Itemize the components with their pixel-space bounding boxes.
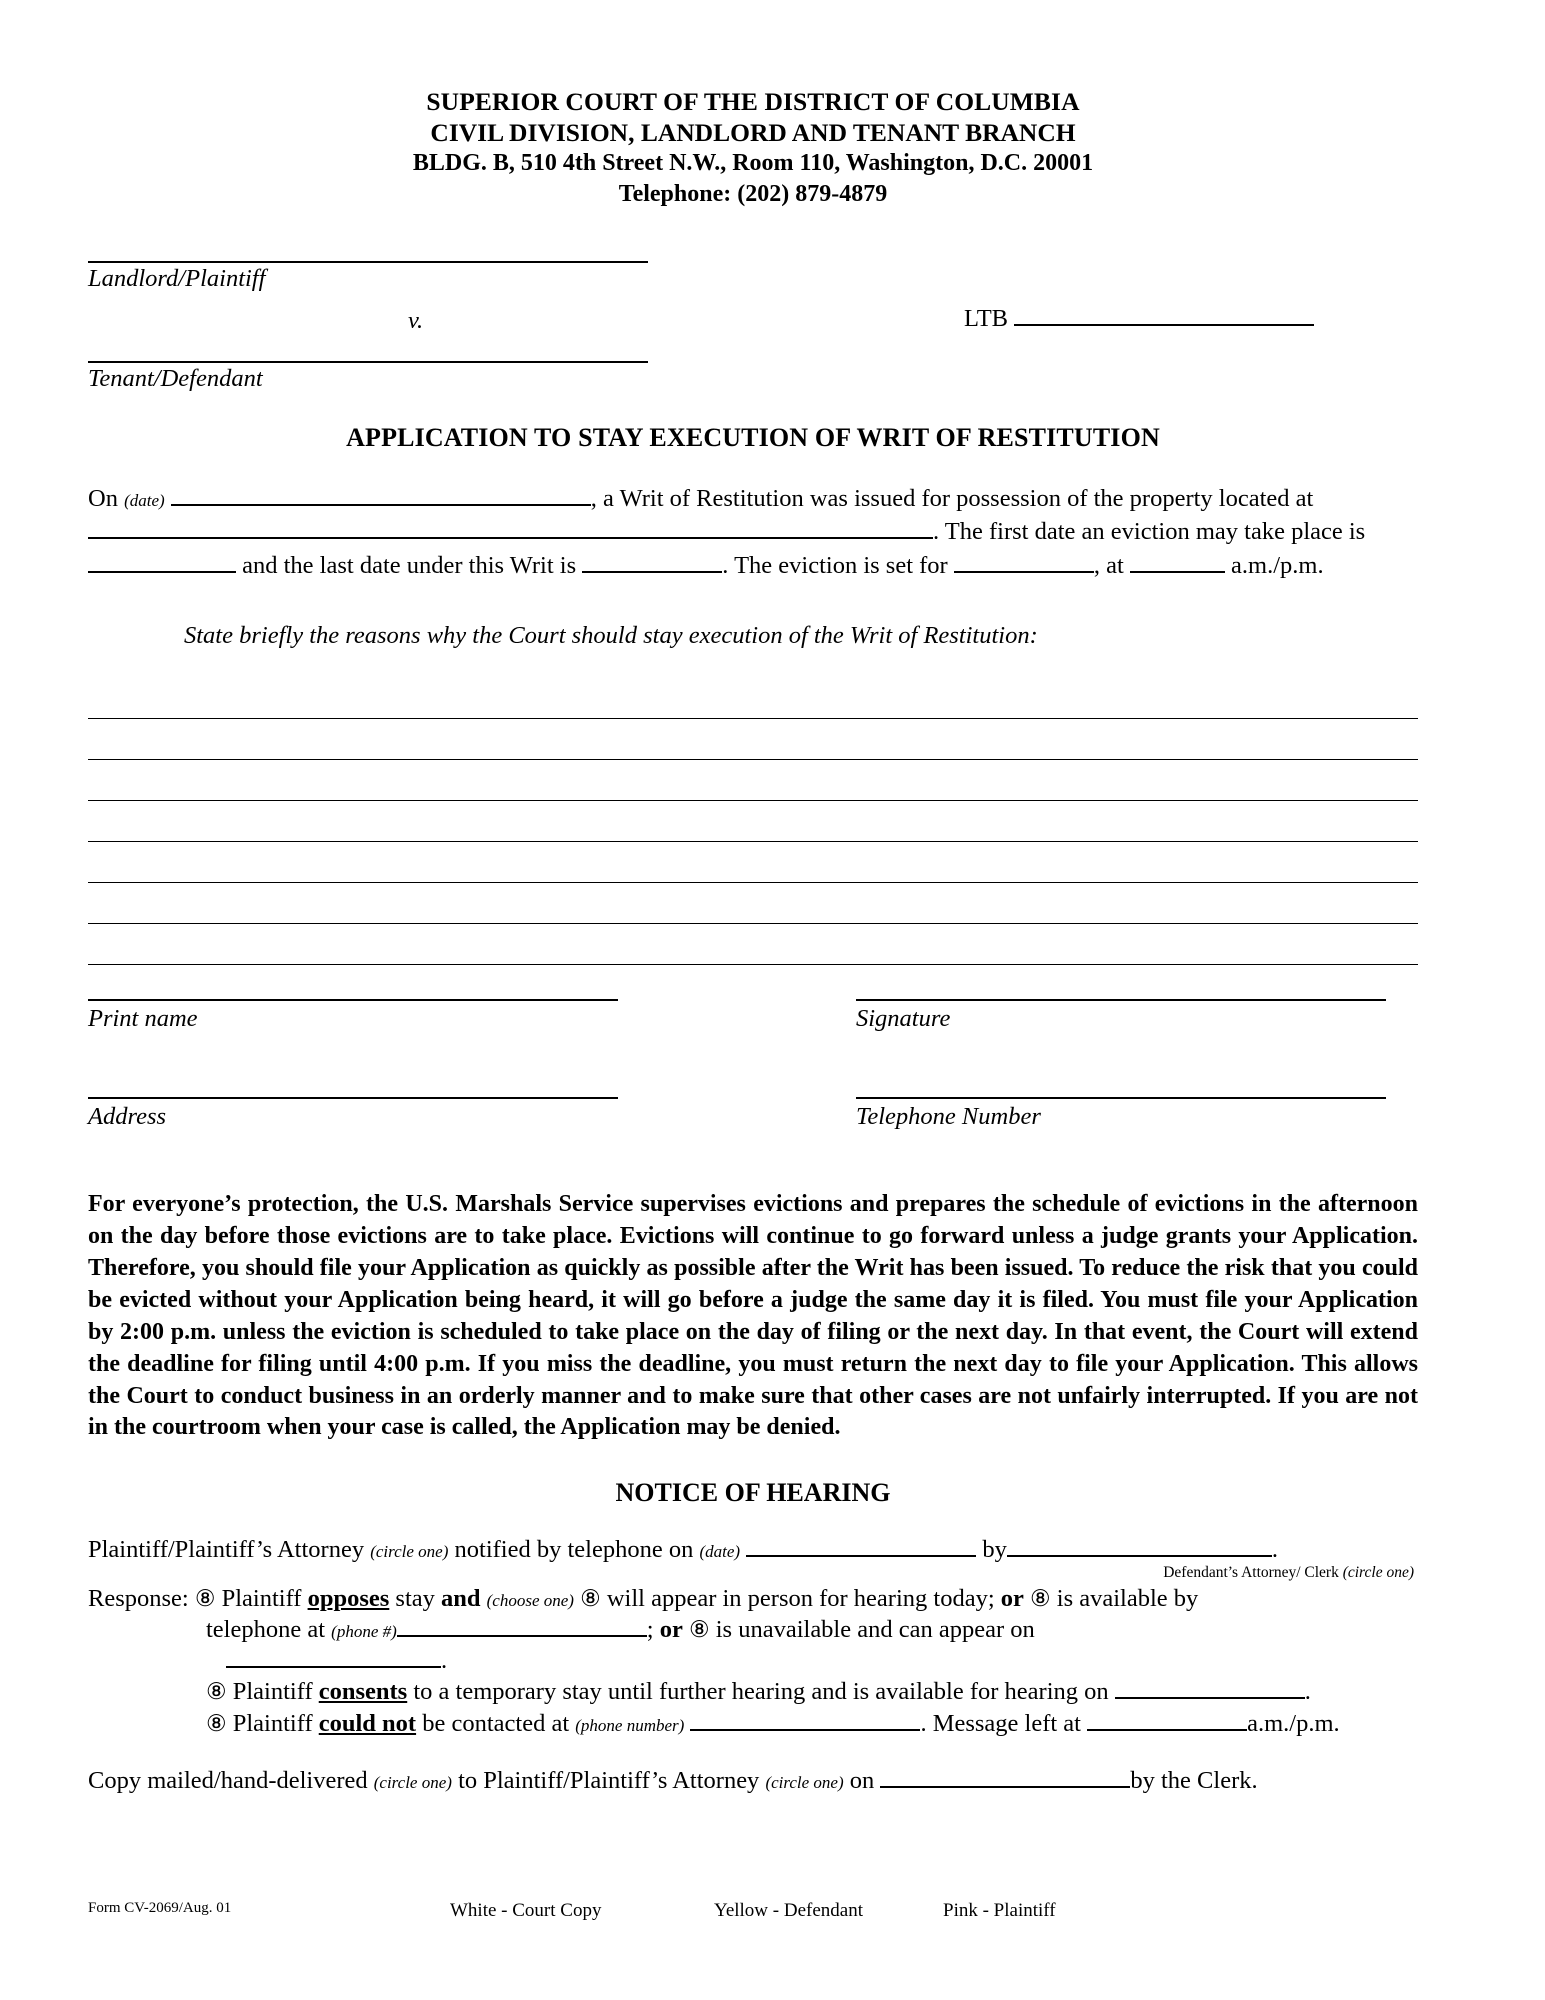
notified-date-blank[interactable] bbox=[746, 1539, 976, 1557]
last-date-blank[interactable] bbox=[582, 555, 722, 573]
reason-line[interactable] bbox=[88, 883, 1418, 924]
reason-line[interactable] bbox=[88, 760, 1418, 801]
case-caption bbox=[88, 239, 1418, 392]
writ-issue-date-blank[interactable] bbox=[171, 488, 591, 506]
ltb-label: LTB bbox=[964, 304, 1009, 332]
signature-label: Signature bbox=[856, 1005, 951, 1033]
address-label: Address bbox=[88, 1103, 167, 1131]
opt2-text: to a temporary stay until further hearing and is available for hearing on bbox=[413, 1678, 1109, 1706]
telephone-rule[interactable] bbox=[856, 1097, 1386, 1099]
opt1-plaintiff: Plaintiff bbox=[221, 1585, 302, 1613]
notified-prefix: Plaintiff/Plaintiff’s Attorney bbox=[88, 1536, 365, 1564]
reason-line[interactable] bbox=[88, 924, 1418, 965]
opt3-plaintiff: Plaintiff bbox=[232, 1709, 313, 1737]
print-name-label: Print name bbox=[88, 1005, 198, 1033]
copy-to-text: to Plaintiff/Plaintiff’s Attorney bbox=[458, 1766, 760, 1794]
first-date-blank[interactable] bbox=[88, 555, 236, 573]
notified-line bbox=[88, 1534, 1418, 1565]
opt1-end-period: . bbox=[441, 1647, 448, 1675]
copy-pink-label: Pink - Plaintiff bbox=[943, 1900, 1056, 1921]
circle-one-hint[interactable]: (circle one) bbox=[370, 1542, 449, 1562]
writ-line-3 bbox=[88, 550, 1418, 582]
reasons-write-area[interactable] bbox=[88, 678, 1418, 965]
copy-delivery-line bbox=[88, 1765, 1418, 1796]
opt1-telephone-at: telephone at bbox=[206, 1616, 326, 1644]
response-phone-blank[interactable] bbox=[397, 1619, 647, 1637]
consents-hearing-date-blank[interactable] bbox=[1115, 1681, 1305, 1699]
opt1-semicolon: ; bbox=[646, 1616, 660, 1644]
checkbox-glyph-icon[interactable]: ⑧ bbox=[1030, 1586, 1051, 1612]
notice-of-hearing-title: NOTICE OF HEARING bbox=[615, 1478, 891, 1508]
circle-one-hint[interactable]: (circle one) bbox=[765, 1772, 844, 1792]
date-hint: (date) bbox=[699, 1542, 741, 1562]
checkbox-glyph-icon[interactable]: ⑧ bbox=[580, 1586, 601, 1612]
copy-clerk-text: by the Clerk. bbox=[1130, 1766, 1258, 1794]
writ-details-paragraph bbox=[88, 483, 1418, 583]
opt1-and: and bbox=[441, 1585, 481, 1613]
phone-number-hint: (phone number) bbox=[575, 1715, 685, 1735]
opt3-ampm: a.m./p.m. bbox=[1247, 1709, 1340, 1737]
response-line-3 bbox=[88, 1645, 1418, 1676]
court-telephone-line: Telephone: (202) 879-4879 bbox=[618, 181, 888, 208]
opt2-end-period: . bbox=[1304, 1678, 1311, 1706]
writ-issued-text: , a Writ of Restitution was issued for possession of the property located at bbox=[590, 484, 1314, 512]
on-label: On bbox=[88, 484, 118, 512]
at-text: , at bbox=[1093, 552, 1124, 580]
signature-rule[interactable] bbox=[856, 999, 1386, 1001]
appear-on-date-blank[interactable] bbox=[226, 1650, 441, 1668]
opt1-stay: stay bbox=[395, 1585, 435, 1613]
address-rule[interactable] bbox=[88, 1097, 618, 1099]
response-label: Response: bbox=[88, 1585, 189, 1613]
notified-mid: notified by telephone on bbox=[454, 1536, 694, 1564]
writ-line-1 bbox=[88, 483, 1418, 515]
opt1-appear-text: will appear in person for hearing today; bbox=[606, 1585, 995, 1613]
message-time-blank[interactable] bbox=[1087, 1713, 1247, 1731]
copy-white-label: White - Court Copy bbox=[450, 1900, 602, 1921]
sub-note-plain: Defendant’s Attorney/ Clerk bbox=[1163, 1564, 1339, 1582]
opt1-opposes: opposes bbox=[307, 1585, 390, 1613]
sub-note-circle-one[interactable]: (circle one) bbox=[1342, 1564, 1414, 1582]
eviction-set-text: . The eviction is set for bbox=[722, 552, 948, 580]
ampm-label: a.m./p.m. bbox=[1231, 552, 1324, 580]
opt1-or-2: or bbox=[659, 1616, 683, 1644]
opt2-plaintiff: Plaintiff bbox=[232, 1678, 313, 1706]
by-label: by bbox=[982, 1536, 1007, 1564]
ltb-number-blank[interactable] bbox=[1014, 306, 1314, 326]
first-eviction-date-text: . The first date an eviction may take place is bbox=[933, 518, 1366, 546]
response-line-1 bbox=[88, 1583, 1418, 1614]
property-address-blank[interactable] bbox=[88, 521, 933, 539]
opt1-or: or bbox=[1000, 1585, 1024, 1613]
checkbox-glyph-icon[interactable]: ⑧ bbox=[206, 1679, 227, 1705]
copy-yellow-label: Yellow - Defendant bbox=[714, 1900, 863, 1921]
notified-by-blank[interactable] bbox=[1007, 1539, 1272, 1557]
court-header bbox=[88, 0, 1418, 211]
case-number-field[interactable] bbox=[964, 305, 1314, 333]
reason-line[interactable] bbox=[88, 678, 1418, 719]
reason-line[interactable] bbox=[88, 842, 1418, 883]
phone-hint: (phone #) bbox=[331, 1622, 397, 1642]
form-footer bbox=[88, 1900, 1418, 1924]
last-date-text: and the last date under this Writ is bbox=[242, 552, 577, 580]
notice-of-hearing-body bbox=[88, 1534, 1418, 1795]
opt2-consents: consents bbox=[318, 1678, 408, 1706]
court-name-line: SUPERIOR COURT OF THE DISTRICT OF COLUMBIA bbox=[426, 87, 1080, 116]
opt3-message-text: . Message left at bbox=[920, 1709, 1081, 1737]
document-title: APPLICATION TO STAY EXECUTION OF WRIT OF RESTITUTION bbox=[346, 422, 1160, 452]
signature-block bbox=[88, 987, 1418, 1183]
plaintiff-name-rule[interactable] bbox=[88, 261, 648, 263]
date-hint: (date) bbox=[124, 490, 165, 510]
copy-on-label: on bbox=[849, 1766, 875, 1794]
notified-period: . bbox=[1271, 1536, 1278, 1564]
plaintiff-label: Landlord/Plaintiff bbox=[88, 264, 266, 292]
defendant-label: Tenant/Defendant bbox=[88, 364, 263, 392]
checkbox-glyph-icon[interactable]: ⑧ bbox=[194, 1586, 216, 1612]
opt3-could-not: could not bbox=[318, 1709, 417, 1737]
writ-line-2 bbox=[88, 516, 1418, 548]
response-line-2 bbox=[88, 1614, 1418, 1645]
response-line-couldnot bbox=[88, 1708, 1418, 1739]
form-number: Form CV-2069/Aug. 01 bbox=[88, 1900, 232, 1916]
opt1-unavailable-text: is unavailable and can appear on bbox=[715, 1616, 1035, 1644]
response-line-consents bbox=[88, 1676, 1418, 1707]
copy-date-blank[interactable] bbox=[880, 1770, 1130, 1788]
print-name-rule[interactable] bbox=[88, 999, 618, 1001]
checkbox-glyph-icon[interactable]: ⑧ bbox=[688, 1617, 710, 1643]
court-division-line: CIVIL DIVISION, LANDLORD AND TENANT BRANCH bbox=[430, 118, 1076, 148]
reason-line[interactable] bbox=[88, 801, 1418, 842]
notified-by-sub-note bbox=[88, 1563, 1418, 1583]
telephone-label: Telephone Number bbox=[856, 1103, 1041, 1131]
eviction-time-blank[interactable] bbox=[1130, 555, 1225, 573]
copy-prefix: Copy mailed/hand-delivered bbox=[88, 1766, 368, 1794]
defendant-name-rule[interactable] bbox=[88, 361, 648, 363]
circle-one-hint[interactable]: (circle one) bbox=[373, 1772, 452, 1792]
opt3-text: be contacted at bbox=[422, 1709, 570, 1737]
eviction-date-blank[interactable] bbox=[954, 555, 1094, 573]
marshals-notice-paragraph: For everyone’s protection, the U.S. Marshals Service supervises evictions and prepares the schedule of evictions in the afternoon on the day before those evictions are to take place. Evictions will continue to go forward unless a judge grants your Application. Therefore, you should file your Application as quickly as possible after the Writ has been issued. To reduce the risk that you could be evicted without your Application being heard, it will go before a judge the same day it is filed. You must file your Application by 2:00 p.m. unless the eviction is scheduled to take place on the day of filing or the next day. In that event, the Court will extend the deadline for filing until 4:00 p.m. If you miss the deadline, you must return the next day to file your Application. This allows the Court to conduct business in an orderly manner and to make sure that other cases are not unfairly interrupted. If you are not in the courtroom when your case is called, the Application may be denied. bbox=[88, 1191, 1418, 1441]
opt1-available-text: is available by bbox=[1056, 1585, 1199, 1613]
court-address-line: BLDG. B, 510 4th Street N.W., Room 110, Washington, D.C. 20001 bbox=[412, 150, 1094, 177]
choose-one-hint[interactable]: (choose one) bbox=[486, 1591, 574, 1611]
versus-label: v. bbox=[408, 306, 424, 334]
checkbox-glyph-icon[interactable]: ⑧ bbox=[206, 1710, 227, 1736]
reason-line[interactable] bbox=[88, 719, 1418, 760]
couldnot-phone-blank[interactable] bbox=[690, 1713, 920, 1731]
reasons-instruction: State briefly the reasons why the Court should stay execution of the Writ of Restitution: bbox=[184, 622, 1038, 650]
